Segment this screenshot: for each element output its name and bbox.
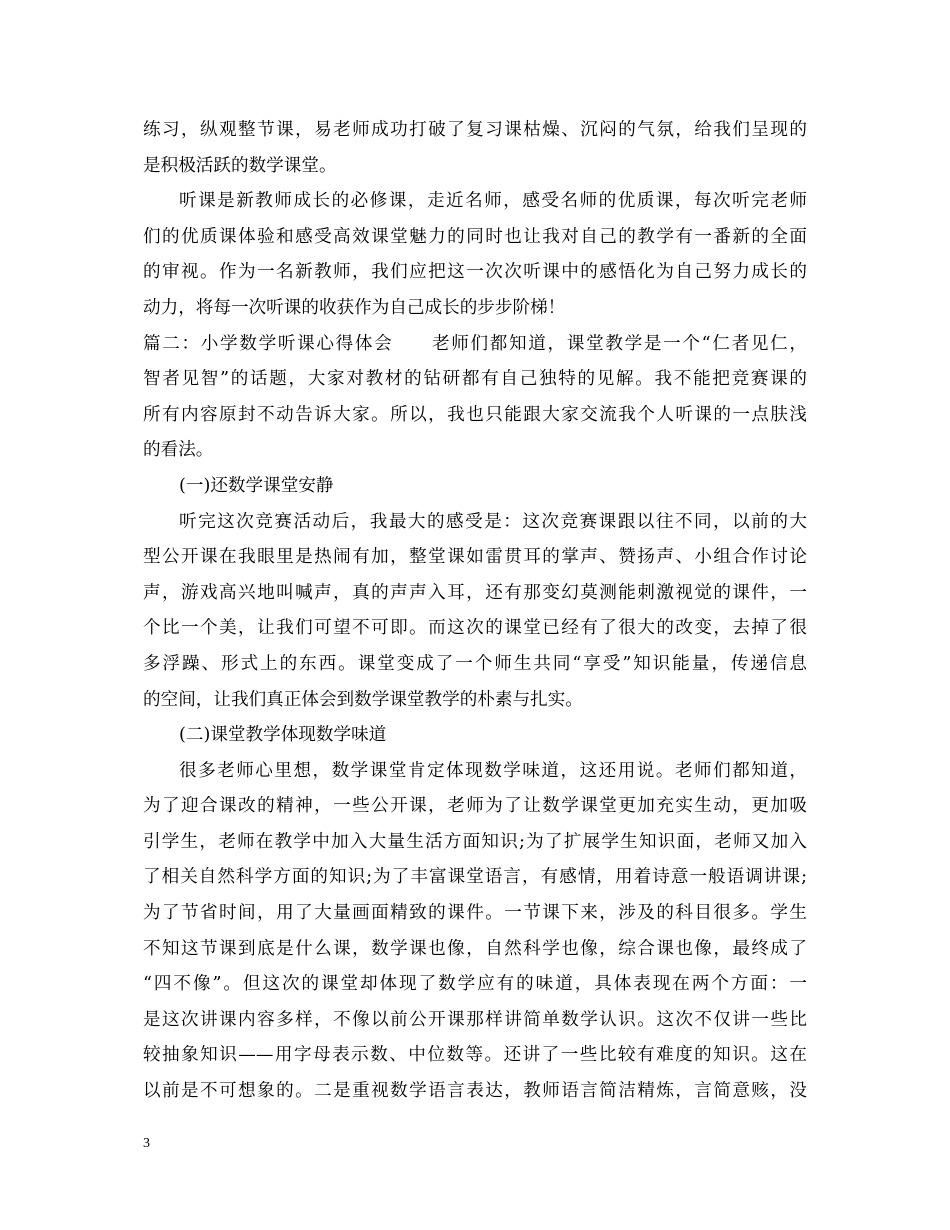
text-line: 引学生，老师在教学中加入大量生活方面知识;为了扩展学生知识面，老师又加入 <box>143 831 807 852</box>
text-line: 的审视。作为一名新教师，我们应把这一次次听课中的感悟化为自己努力成长的 <box>143 262 807 283</box>
text-line: 很多老师心里想，数学课堂肯定体现数学味道，这还用说。老师们都知道， <box>179 760 807 781</box>
text-line: 是这次讲课内容多样，不像以前公开课那样讲简单数学认识。这次不仅讲一些比 <box>143 1009 807 1030</box>
text-line: 为了节省时间，用了大量画面精致的课件。一节课下来，涉及的科目很多。学生 <box>143 903 807 924</box>
text-line: 为了迎合课改的精神，一些公开课，老师为了让数学课堂更加充实生动，更加吸 <box>143 796 807 817</box>
text-line: (一)还数学课堂安静 <box>179 475 334 496</box>
text-line: 声，游戏高兴地叫喊声，真的声声入耳，还有那变幻莫测能刺激视觉的课件，一 <box>143 582 807 603</box>
text-line: 练习，纵观整节课，易老师成功打破了复习课枯燥、沉闷的气氛，给我们呈现的 <box>143 120 807 140</box>
text-line: 个比一个美，让我们可望不可即。而这次的课堂已经有了很大的改变，去掉了很 <box>143 618 807 639</box>
text-line: 是积极活跃的数学课堂。 <box>143 155 337 176</box>
page-number: 3 <box>143 1136 150 1151</box>
text-line: (二)课堂教学体现数学味道 <box>179 725 387 746</box>
text-line: 多浮躁、形式上的东西。课堂变成了一个师生共同“享受”知识能量，传递信息 <box>143 653 807 674</box>
text-line: 较抽象知识——用字母表示数、中位数等。还讲了一些比较有难度的知识。这在 <box>143 1045 807 1066</box>
text-line: 篇二：小学数学听课心得体会 老师们都知道，课堂教学是一个“仁者见仁， <box>143 333 807 354</box>
text-line: 了相关自然科学方面的知识;为了丰富课堂语言，有感情，用着诗意一般语调讲课; <box>143 867 807 888</box>
text-line: 不知这节课到底是什么课，数学课也像，自然科学也像，综合课也像，最终成了 <box>143 938 807 959</box>
text-line: 所有内容原封不动告诉大家。所以，我也只能跟大家交流我个人听课的一点肤浅 <box>143 404 807 425</box>
text-line: 以前是不可想象的。二是重视数学语言表达，教师语言简洁精炼，言简意赅，没 <box>143 1081 807 1102</box>
text-line: 的空间，让我们真正体会到数学课堂教学的朴素与扎实。 <box>143 689 583 710</box>
text-line: 型公开课在我眼里是热闹有加，整堂课如雷贯耳的掌声、赞扬声、小组合作讨论 <box>143 547 807 568</box>
body-text <box>143 113 807 1110</box>
text-line: 听完这次竞赛活动后，我最大的感受是：这次竞赛课跟以往不同，以前的大 <box>179 511 807 532</box>
text-line: “四不像”。但这次的课堂却体现了数学应有的味道，具体表现在两个方面：一 <box>143 974 807 995</box>
text-line: 智者见智”的话题，大家对教材的钻研都有自己独特的见解。我不能把竞赛课的 <box>143 369 807 390</box>
text-line: 听课是新教师成长的必修课，走近名师，感受名师的优质课，每次听完老师 <box>179 191 807 212</box>
text-line: 动力，将每一次听课的收获作为自己成长的步步阶梯！ <box>143 297 566 318</box>
text-line: 们的优质课体验和感受高效课堂魅力的同时也让我对自己的教学有一番新的全面 <box>143 226 807 247</box>
text-line: 的看法。 <box>143 440 214 461</box>
